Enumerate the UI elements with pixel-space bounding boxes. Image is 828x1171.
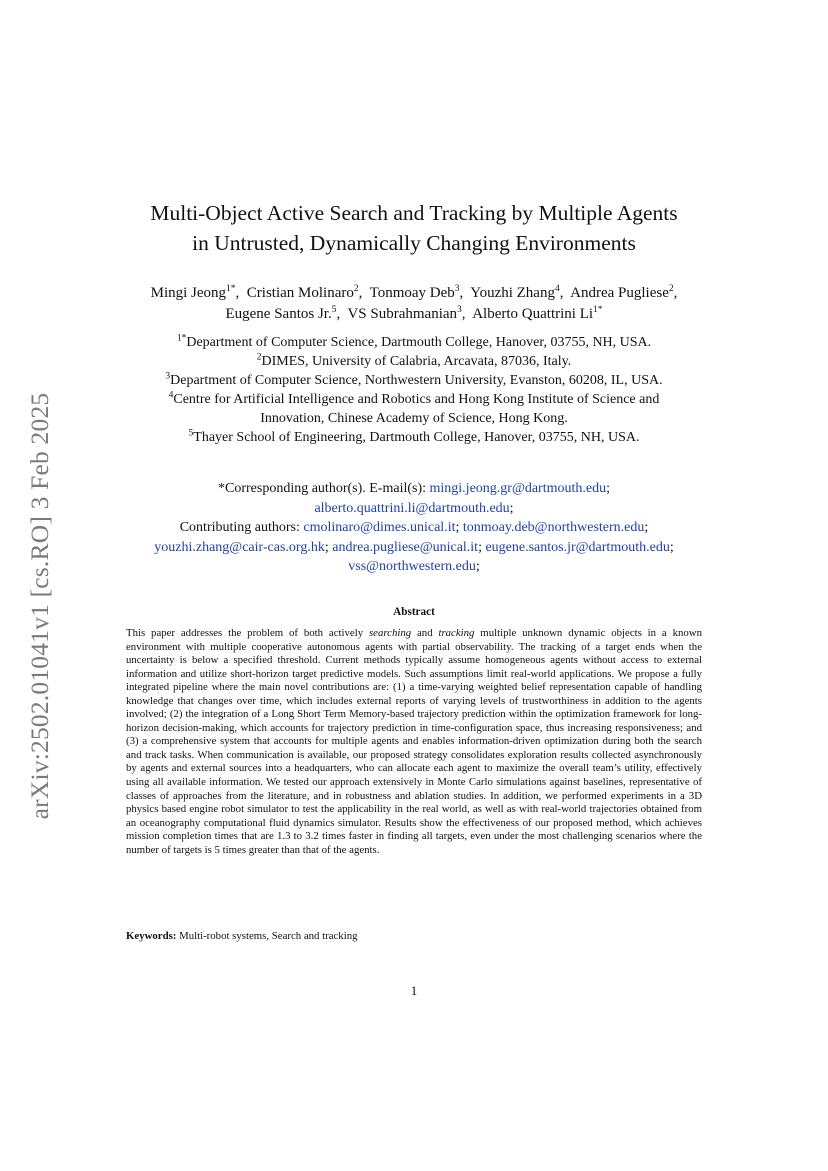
email-link[interactable]: alberto.quattrini.li@dartmouth.edu (314, 500, 510, 516)
author-affil-mark: 2 (353, 284, 359, 294)
separator: ; (475, 559, 480, 574)
author-name: Andrea Pugliese (570, 285, 669, 301)
email-link[interactable]: tonmoay.deb@northwestern.edu (462, 520, 645, 535)
contributing-label: Contributing authors: (179, 520, 300, 535)
author-name: Alberto Quattrini Li (472, 306, 594, 322)
separator: ; (478, 539, 482, 555)
affiliation-list (70, 333, 758, 447)
contributing-line-3 (70, 557, 758, 577)
keywords-text: Multi-robot systems, Search and tracking (179, 930, 358, 942)
affil-mark: 5 (188, 428, 194, 439)
author-affil-mark: 1* (226, 284, 236, 294)
affiliation-text: Department of Computer Science, Dartmouth College, Hanover, 03755, NH, USA. (186, 335, 652, 350)
affiliation-text: Centre for Artificial Intelligence and Robotics and Hong Kong Institute of Science and (173, 392, 660, 407)
affiliation (70, 352, 758, 371)
arxiv-identifier[interactable]: arXiv:2502.01041v1 [cs.RO] 3 Feb 2025 (25, 392, 54, 820)
abstract-heading: Abstract (393, 606, 435, 618)
author-name: Eugene Santos Jr. (225, 306, 332, 322)
abstract-text: multiple unknown dynamic objects in a known environment with multiple cooperative autonomous agents with partial observability. The tracking of a target ends when the uncertainty is below a specified threshold. Current methods typically assume homogeneous agents without access to external information and utilize short-horizon target predictive models. Such assumptions limit real-world applications. We propose a fully integrated pipeline where the main novel contributions are: (1) a time-varying weighted belief representation capable of handling knowledge that changes over time, which includes external reports of varying levels of trustworthiness in addition to the agents involved; (2) the integration of a Long Short Term Memory-based trajectory prediction within the optimization framework for long-horizon decision-making, which accounts for trajectory prediction in time-configuration space, thus increasing responsiveness; and (3) a comprehensive system that accounts for multiple agents and enables information-driven optimization during both the search and track tasks. When communication is available, our proposed strategy consolidates exploration results collected asynchronously by agents and external sources into a headquarters, who can allocate each agent to maximize the overall team’s utility, effectively using all available information. We tested our approach extensively in Monte Carlo simulations against baselines, representative of classes of approaches from the literature, and in robustness and ablation studies. In addition, we performed experiments in a 3D physics based engine robot simulator to test the applicability in the real world, as well as with real-world trajectories obtained from an oceanography computational fluid dynamics simulator. Results show the effectiveness of our proposed method, which achieves mission completion times that are 1.3 to 3.2 times faster in finding all targets, even under the most challenging scenarios where the number of targets is 5 times greater than that of the agents. (126, 627, 702, 856)
author-affil-mark: 2 (668, 284, 674, 294)
author-affil-mark: 3 (457, 305, 462, 315)
affiliation-text: Thayer School of Engineering, Dartmouth College, Hanover, 03755, NH, USA. (193, 430, 640, 445)
author-affil-mark: 3 (454, 284, 460, 294)
affiliation (70, 333, 758, 352)
contributing-line (70, 518, 758, 538)
page-number: 1 (410, 983, 418, 998)
corresponding-line (70, 479, 758, 499)
abstract-emphasis: tracking (438, 627, 475, 639)
arxiv-stamp (0, 0, 80, 1171)
separator: ; (509, 500, 514, 516)
author-name: VS Subrahmanian (347, 306, 458, 322)
author-affil-mark: 4 (554, 284, 560, 294)
affil-mark: 3 (165, 371, 171, 382)
affil-mark: 1* (176, 333, 187, 344)
author-affil-mark: 1* (593, 305, 603, 315)
keywords (126, 930, 702, 942)
email-link[interactable]: youzhi.zhang@cair-cas.org.hk (154, 539, 325, 555)
affil-mark: 4 (168, 390, 174, 401)
abstract-emphasis: searching (368, 627, 412, 639)
keywords-label: Keywords: (126, 930, 177, 942)
abstract-text: This paper addresses the problem of both actively (126, 627, 369, 639)
author-list (70, 283, 758, 325)
title-line-2: in Untrusted, Dynamically Changing Environments (192, 231, 636, 255)
separator: ; (324, 539, 329, 555)
contributing-line-2 (70, 538, 758, 558)
affiliation-text: Department of Computer Science, Northwestern University, Evanston, 60208, IL, USA. (170, 373, 663, 388)
email-link[interactable]: andrea.pugliese@unical.it (332, 539, 479, 555)
separator: ; (669, 539, 674, 555)
author-name: Cristian Molinaro (246, 285, 354, 301)
corresponding-label: *Corresponding author(s). E-mail(s): (218, 481, 427, 496)
affiliation-text: DIMES, University of Calabria, Arcavata, 87036, Italy. (261, 354, 572, 369)
author-line-1: Mingi Jeong$^{1*}$, Cristian Molinaro$^2$, Tonmoay Deb$^3$, Youzhi Zhang$^4$, Andrea Pugliese$^2$, (150, 284, 678, 301)
author-line-2: Eugene Santos Jr.$^5$, VS Subrahmanian$^3$, Alberto Quattrini $Li^{1*}$ (225, 305, 603, 322)
contact-block (70, 479, 758, 577)
title-line-1: Multi-Object Active Search and Tracking by Multiple Agents (150, 201, 678, 225)
email-link[interactable]: cmolinaro@dimes.unical.it (303, 520, 456, 535)
author-name: Mingi Jeong (150, 285, 227, 301)
corresponding-line-2 (70, 499, 758, 519)
separator: ; (606, 481, 610, 496)
author-name: Youzhi Zhang (470, 285, 555, 301)
affiliation (70, 390, 758, 409)
abstract-text: and (411, 627, 439, 639)
paper-title (90, 198, 738, 258)
affil-mark: 2 (256, 352, 262, 363)
affiliation-text: Innovation, Chinese Academy of Science, Hong Kong. (260, 411, 568, 426)
affiliation-continuation (70, 409, 758, 428)
author-name: Tonmoay Deb (369, 285, 455, 301)
separator: ; (644, 520, 649, 535)
separator: ; (455, 520, 460, 535)
affiliation (70, 428, 758, 447)
email-link[interactable]: eugene.santos.jr@dartmouth.edu (485, 539, 670, 555)
abstract-body (126, 627, 702, 857)
email-link[interactable]: vss@northwestern.edu (348, 559, 476, 574)
author-affil-mark: 5 (331, 305, 337, 315)
email-link[interactable]: mingi.jeong.gr@dartmouth.edu (429, 481, 607, 496)
affiliation (70, 371, 758, 390)
